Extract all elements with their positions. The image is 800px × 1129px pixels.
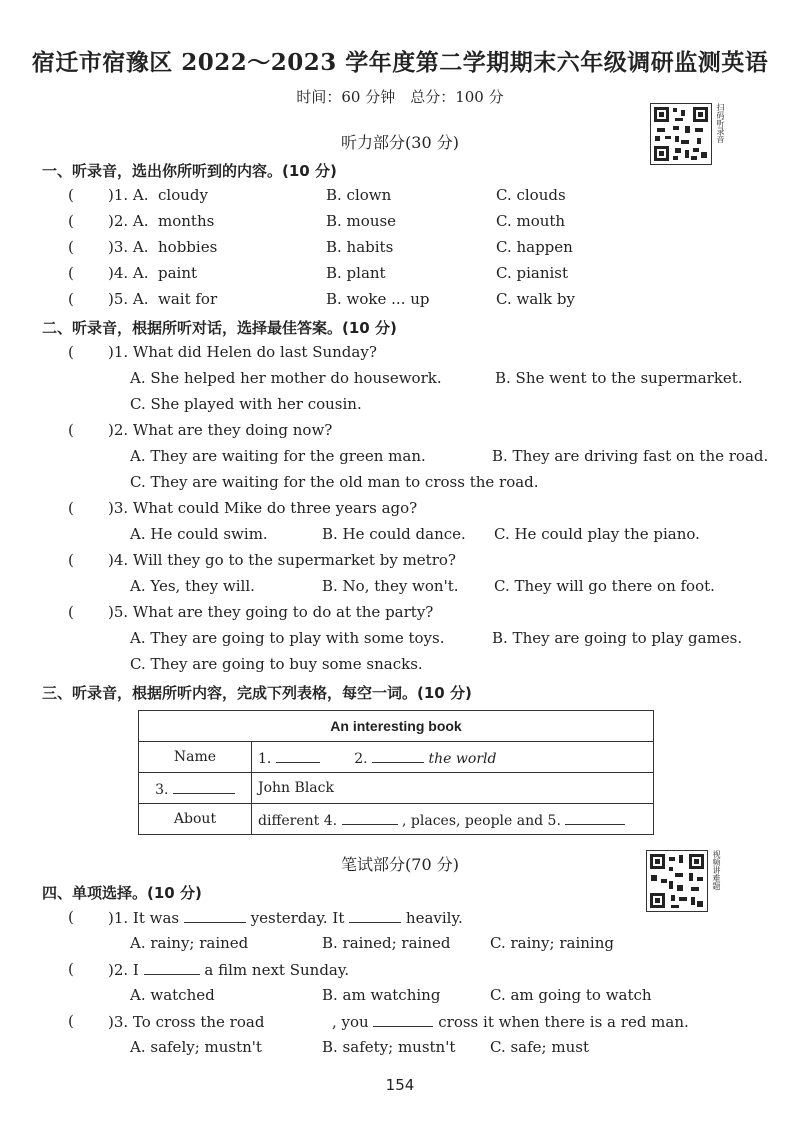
row-label-name: Name [139,742,252,773]
option-b: B. am watching [322,986,441,1004]
list-item: )1. A. [108,186,149,204]
option-b: B. clown [326,186,392,204]
answer-blank[interactable] [144,960,200,975]
blank-2[interactable] [372,748,424,763]
option-a: paint [158,264,198,282]
option-b: B. She went to the supermarket. [495,369,743,387]
list-item: )4. A. [108,264,149,282]
option-c: C. safe; must [490,1038,589,1056]
option-b: B. They are going to play games. [492,629,743,647]
option-a: A. Yes, they will. [130,577,255,595]
exam-info: 时间：60 分钟 总分：100 分 [296,88,504,106]
option-b: B. mouse [326,212,397,230]
option-b: B. habits [326,238,394,256]
question-stem: )2. I a film next Sunday. [108,961,350,979]
option-b: B. They are driving fast on the road. [492,447,769,465]
answer-blank[interactable] [373,1012,433,1027]
table-row: 3. [139,773,252,804]
question-stem: )1. What did Helen do last Sunday? [108,343,377,361]
page-number: 154 [385,1076,415,1094]
option-a: cloudy [158,186,208,204]
table-title: An interesting book [139,711,654,742]
question-stem: )2. What are they doing now? [108,421,333,439]
row-value-author: John Black [252,773,654,804]
part4-heading: 四、单项选择。(10 分) [42,884,202,902]
blank-5[interactable] [565,810,625,825]
listening-section-title: 听力部分(30 分) [341,133,459,152]
question-stem: )1. It was yesterday. It heavily. [108,909,463,927]
option-a: A. safely; mustn't [130,1038,262,1056]
option-b: B. No, they won't. [322,577,459,595]
option-a: A. They are waiting for the green man. [130,447,426,465]
option-c: C. They are going to buy some snacks. [130,655,423,673]
option-b: B. safety; mustn't [322,1038,456,1056]
option-a: months [158,212,215,230]
blank-1[interactable] [276,748,320,763]
question-stem: )4. Will they go to the supermarket by metro? [108,551,456,569]
option-a: A. She helped her mother do housework. [130,369,442,387]
option-b: B. woke ... up [326,290,430,308]
option-a: A. watched [130,986,215,1004]
list-item: )2. A. [108,212,149,230]
option-a: A. rainy; rained [130,934,249,952]
blank-3[interactable] [173,779,235,794]
qr-code-icon [646,850,708,912]
list-item: )5. A. [108,290,149,308]
option-c: C. They will go there on foot. [494,577,715,595]
option-c: C. am going to watch [490,986,652,1004]
option-c: C. mouth [496,212,566,230]
answer-blank[interactable] [184,908,246,923]
list-item: )3. A. [108,238,149,256]
option-a: hobbies [158,238,218,256]
table-row: 1. 2. the world [252,742,654,773]
page-title: 宿迁市宿豫区 2022～2023 学年度第二学期期末六年级调研监测英语 [31,49,769,76]
blank-4[interactable] [342,810,398,825]
part3-heading: 三、听录音，根据所听内容，完成下列表格，每空一词。(10 分) [42,684,472,702]
part1-heading: 一、听录音，选出你所听到的内容。(10 分) [42,162,337,180]
qr-caption-listening: 扫码听录音 [716,103,725,143]
option-c: C. rainy; raining [490,934,614,952]
option-c: C. clouds [496,186,566,204]
table-row: different 4. , places, people and 5. [252,804,654,835]
option-a: A. They are going to play with some toys. [130,629,445,647]
answer-blank[interactable] [349,908,401,923]
option-b: B. He could dance. [322,525,466,543]
option-c: C. She played with her cousin. [130,395,362,413]
qr-code-video[interactable] [646,850,708,912]
info-table [138,710,654,835]
question-stem: )3. To cross the road , you cross it when there is a red man. [108,1013,689,1031]
question-stem: )3. What could Mike do three years ago? [108,499,418,517]
option-c: C. They are waiting for the old man to cross the road. [130,473,539,491]
option-b: B. rained; rained [322,934,451,952]
option-b: B. plant [326,264,386,282]
option-c: C. He could play the piano. [494,525,700,543]
part2-heading: 二、听录音，根据所听对话，选择最佳答案。(10 分) [42,319,397,337]
option-a: A. He could swim. [130,525,268,543]
option-c: C. walk by [496,290,575,308]
option-a: wait for [158,290,218,308]
row-label-about: About [139,804,252,835]
qr-caption-video: 视频讲难题 [712,850,721,890]
writing-section-title: 笔试部分(70 分) [341,855,459,874]
question-stem: )5. What are they going to do at the party? [108,603,434,621]
option-c: C. pianist [496,264,569,282]
option-c: C. happen [496,238,573,256]
